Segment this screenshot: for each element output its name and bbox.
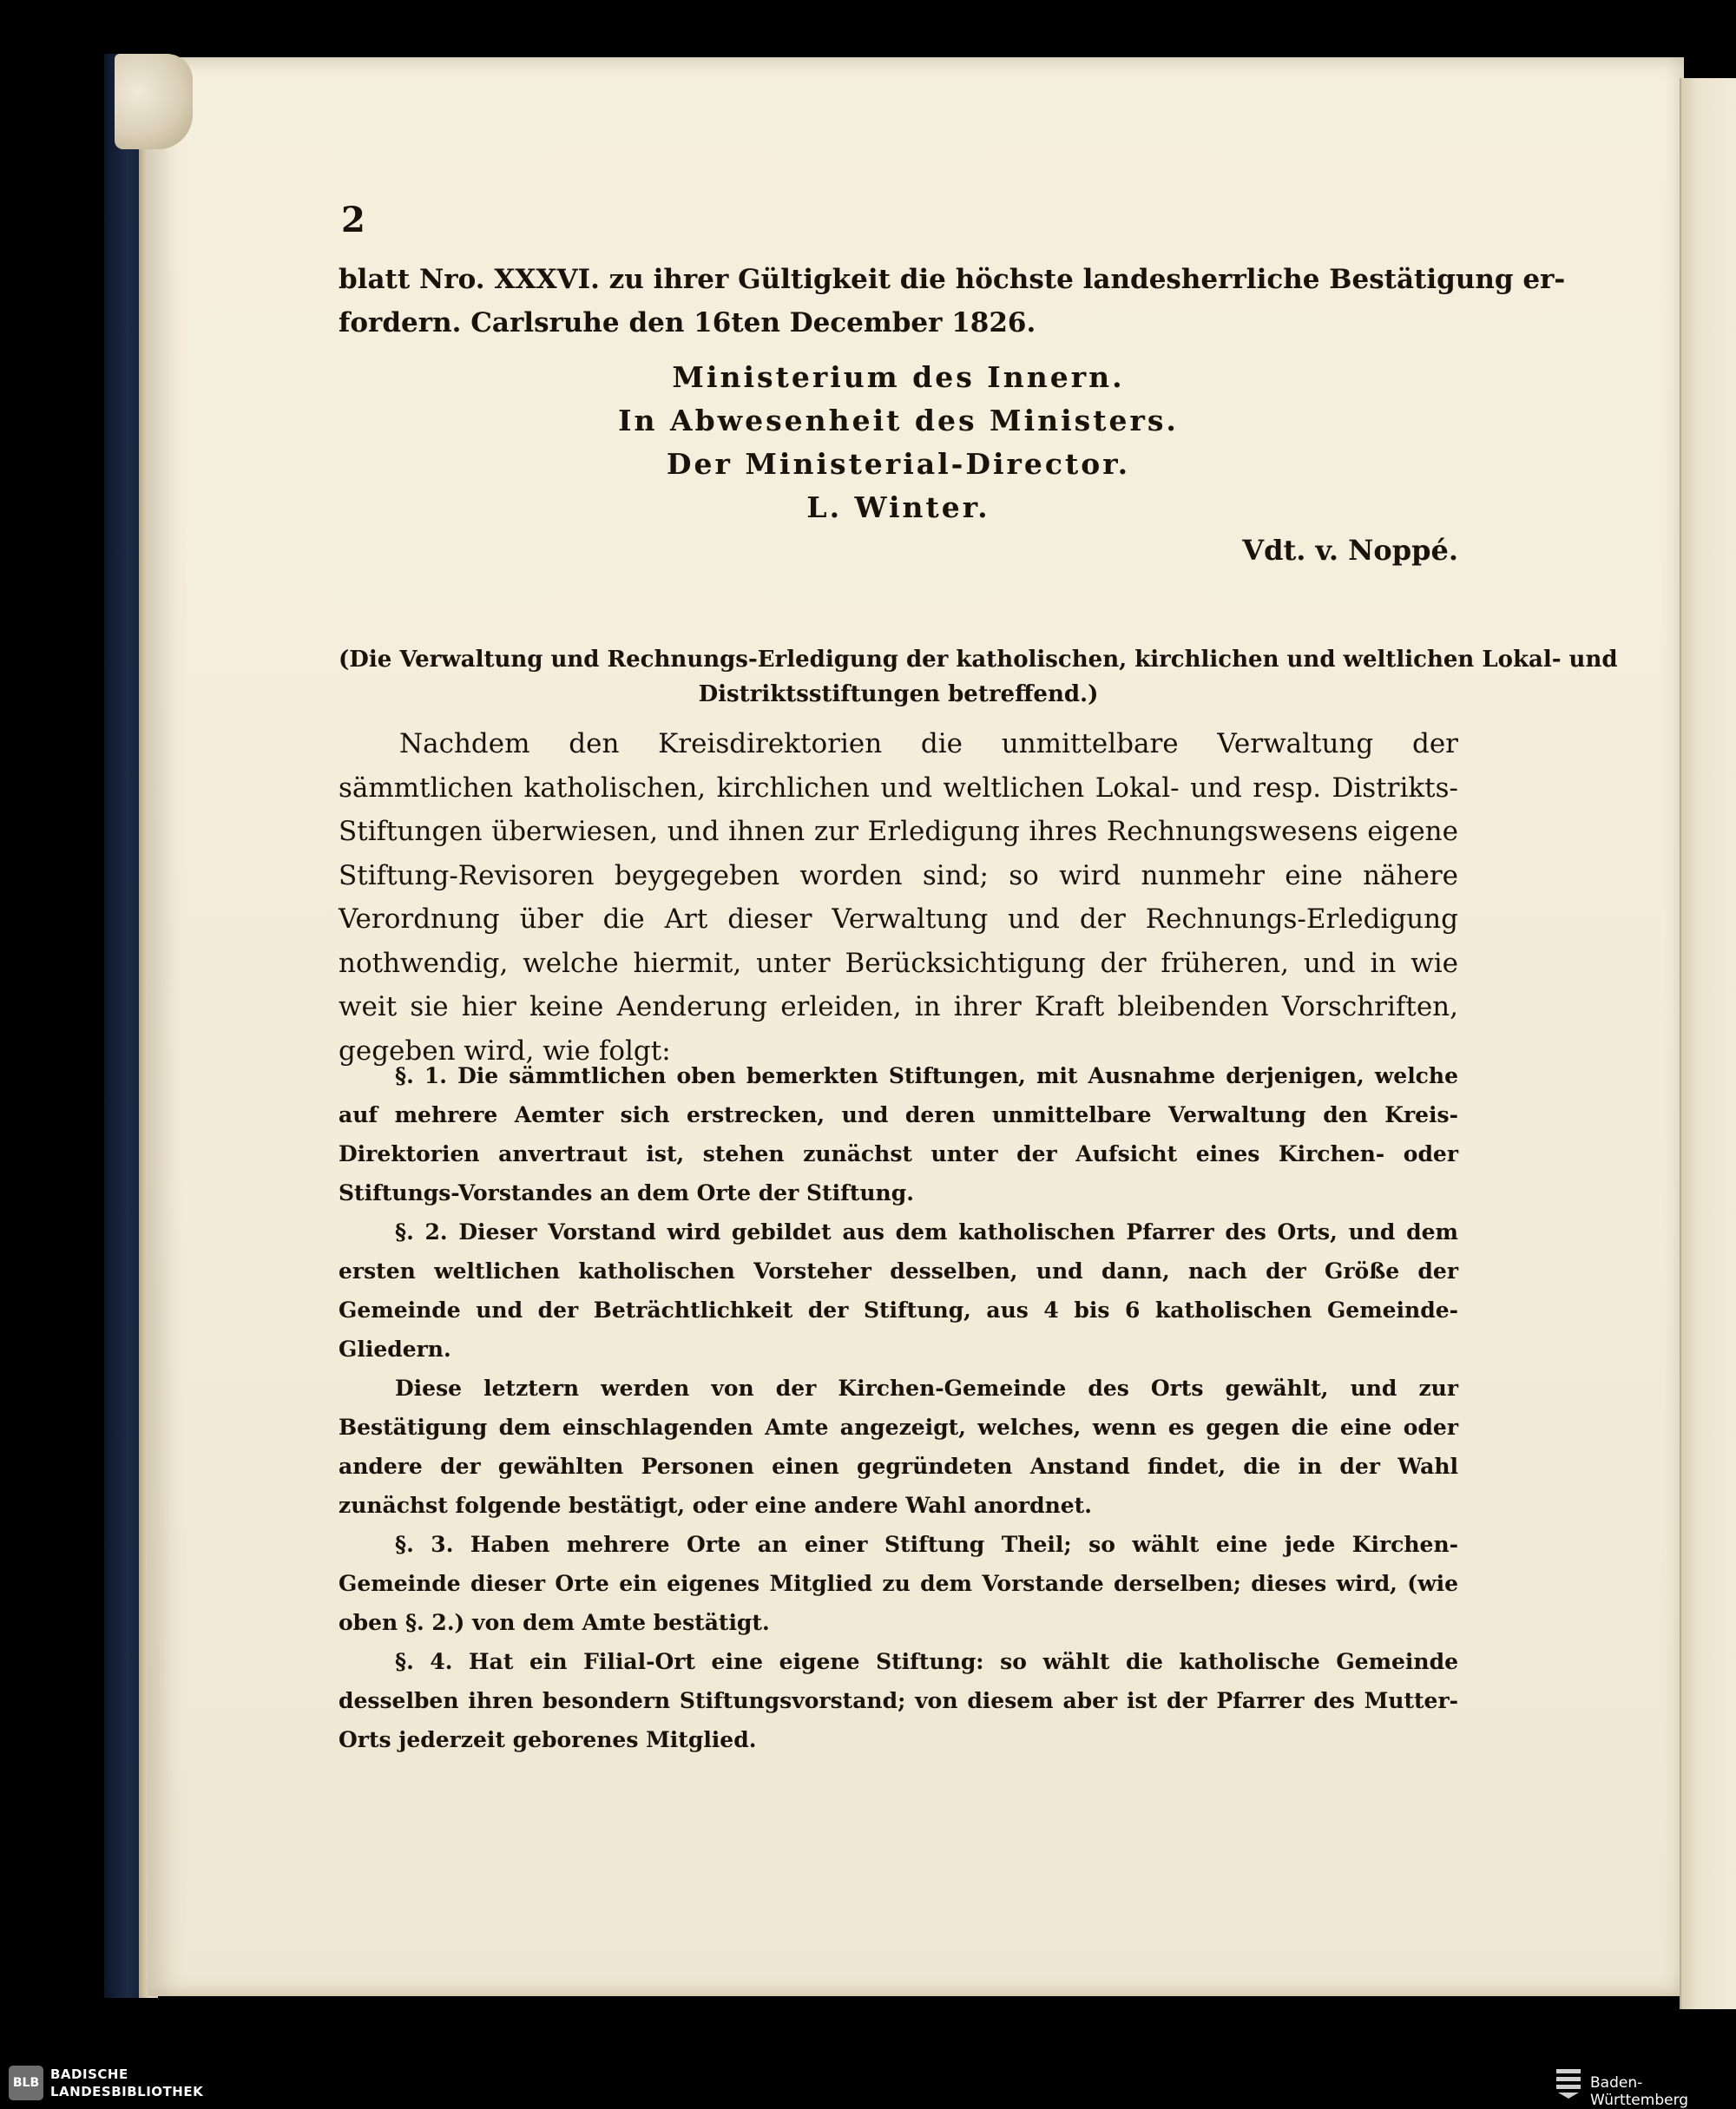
library-name xyxy=(50,2066,203,2100)
page-number: 2 xyxy=(341,200,365,240)
library-name-line-2: LANDESBIBLIOTHEK xyxy=(50,2084,204,2099)
director-name: L. Winter. xyxy=(806,490,990,524)
preamble-paragraph xyxy=(339,722,1458,1073)
absence-note: In Abwesenheit des Ministers. xyxy=(618,404,1179,437)
section-4: §. 4. Hat ein Filial-Ort eine eigene Stiftung: so wählt die katholische Gemeinde desselben ihren besondern Stiftungsvorstand; von diesem aber ist der Pfarrer des Mutter-Orts jederzeit geborenes Mitglied. xyxy=(339,1649,1458,1752)
director-title: Der Ministerial-Director. xyxy=(666,447,1131,481)
coat-of-arms-icon xyxy=(1554,2066,1583,2099)
section-3: §. 3. Haben mehrere Orte an einer Stiftung Theil; so wählt eine jede Kirchen-Gemeinde dieser Orte ein eigenes Mitglied zu dem Vorstande derselben; dieses wird, (wie oben §. 2.) von dem Amte bestätigt. xyxy=(339,1532,1458,1635)
section-2: §. 2. Dieser Vorstand wird gebildet aus dem katholischen Pfarrer des Orts, und dem ersten weltlichen katholischen Vorsteher desselben, und dann, nach der Größe der Gemeinde und der Beträchtlichkeit der Stiftung, aus 4 bis 6 katholischen Gemeinde-Gliedern. xyxy=(339,1219,1458,1362)
ministry-name: Ministerium des Innern. xyxy=(672,360,1125,394)
blb-logo[interactable]: BLB xyxy=(9,2066,43,2100)
sections xyxy=(339,1056,1458,1759)
section-2-continued: Diese letztern werden von der Kirchen-Gemeinde des Orts gewählt, und zur Bestätigung dem einschlagenden Amte angezeigt, welches, wenn es gegen die eine oder andere der gewählten Personen einen gegründeten Anstand findet, die in der Wahl zunächst folgende bestätigt, oder eine andere Wahl anordnet. xyxy=(339,1376,1458,1518)
intro-line-1: blatt Nro. XXXVI. zu ihrer Gültigkeit die höchste landesherrliche Bestätigung er- xyxy=(339,264,1566,295)
intro-line-2: fordern. Carlsruhe den 16ten December 1826. xyxy=(339,307,1036,338)
subject-line-2: Distriktsstiftungen betreffend.) xyxy=(698,681,1099,707)
viewer-footer-bar xyxy=(0,2053,1736,2106)
preamble-text: Nachdem den Kreisdirektorien die unmittelbare Verwaltung der sämmtlichen katholischen, kirchlichen und weltlichen Lokal- und resp. Distrikts-Stiftungen überwiesen, und ihnen zur Erledigung ihres Rechnungswesens eigene Stiftung-Revisoren beygegeben worden sind; so wird nunmehr eine nähere Verordnung über die Art dieser Verwaltung und der Rechnungs-Erledigung nothwendig, welche hiermit, unter Berücksichtigung der früheren, und in wie weit sie hier keine Aenderung erleiden, in ihrer Kraft bleibenden Vorschriften, gegeben wird, wie folgt: xyxy=(339,728,1458,1067)
library-name-line-1: BADISCHE xyxy=(50,2066,128,2082)
partner-name[interactable]: Baden-Württemberg xyxy=(1590,2074,1689,2109)
section-1: §. 1. Die sämmtlichen oben bemerkten Stiftungen, mit Ausnahme derjenigen, welche auf mehrere Aemter sich erstrecken, und deren unmittelbare Verwaltung den Kreis-Direktorien anvertraut ist, stehen zunächst unter der Aufsicht eines Kirchen- oder Stiftungs-Vorstandes an dem Orte der Stiftung. xyxy=(339,1063,1458,1206)
subject-line-1: (Die Verwaltung und Rechnungs-Erledigung der katholischen, kirchlichen und weltlichen Lokal- und xyxy=(339,647,1618,673)
facing-page-edge xyxy=(1680,78,1736,2009)
vdt-signature: Vdt. v. Noppé. xyxy=(1242,534,1458,567)
torn-page-corner xyxy=(115,54,193,149)
